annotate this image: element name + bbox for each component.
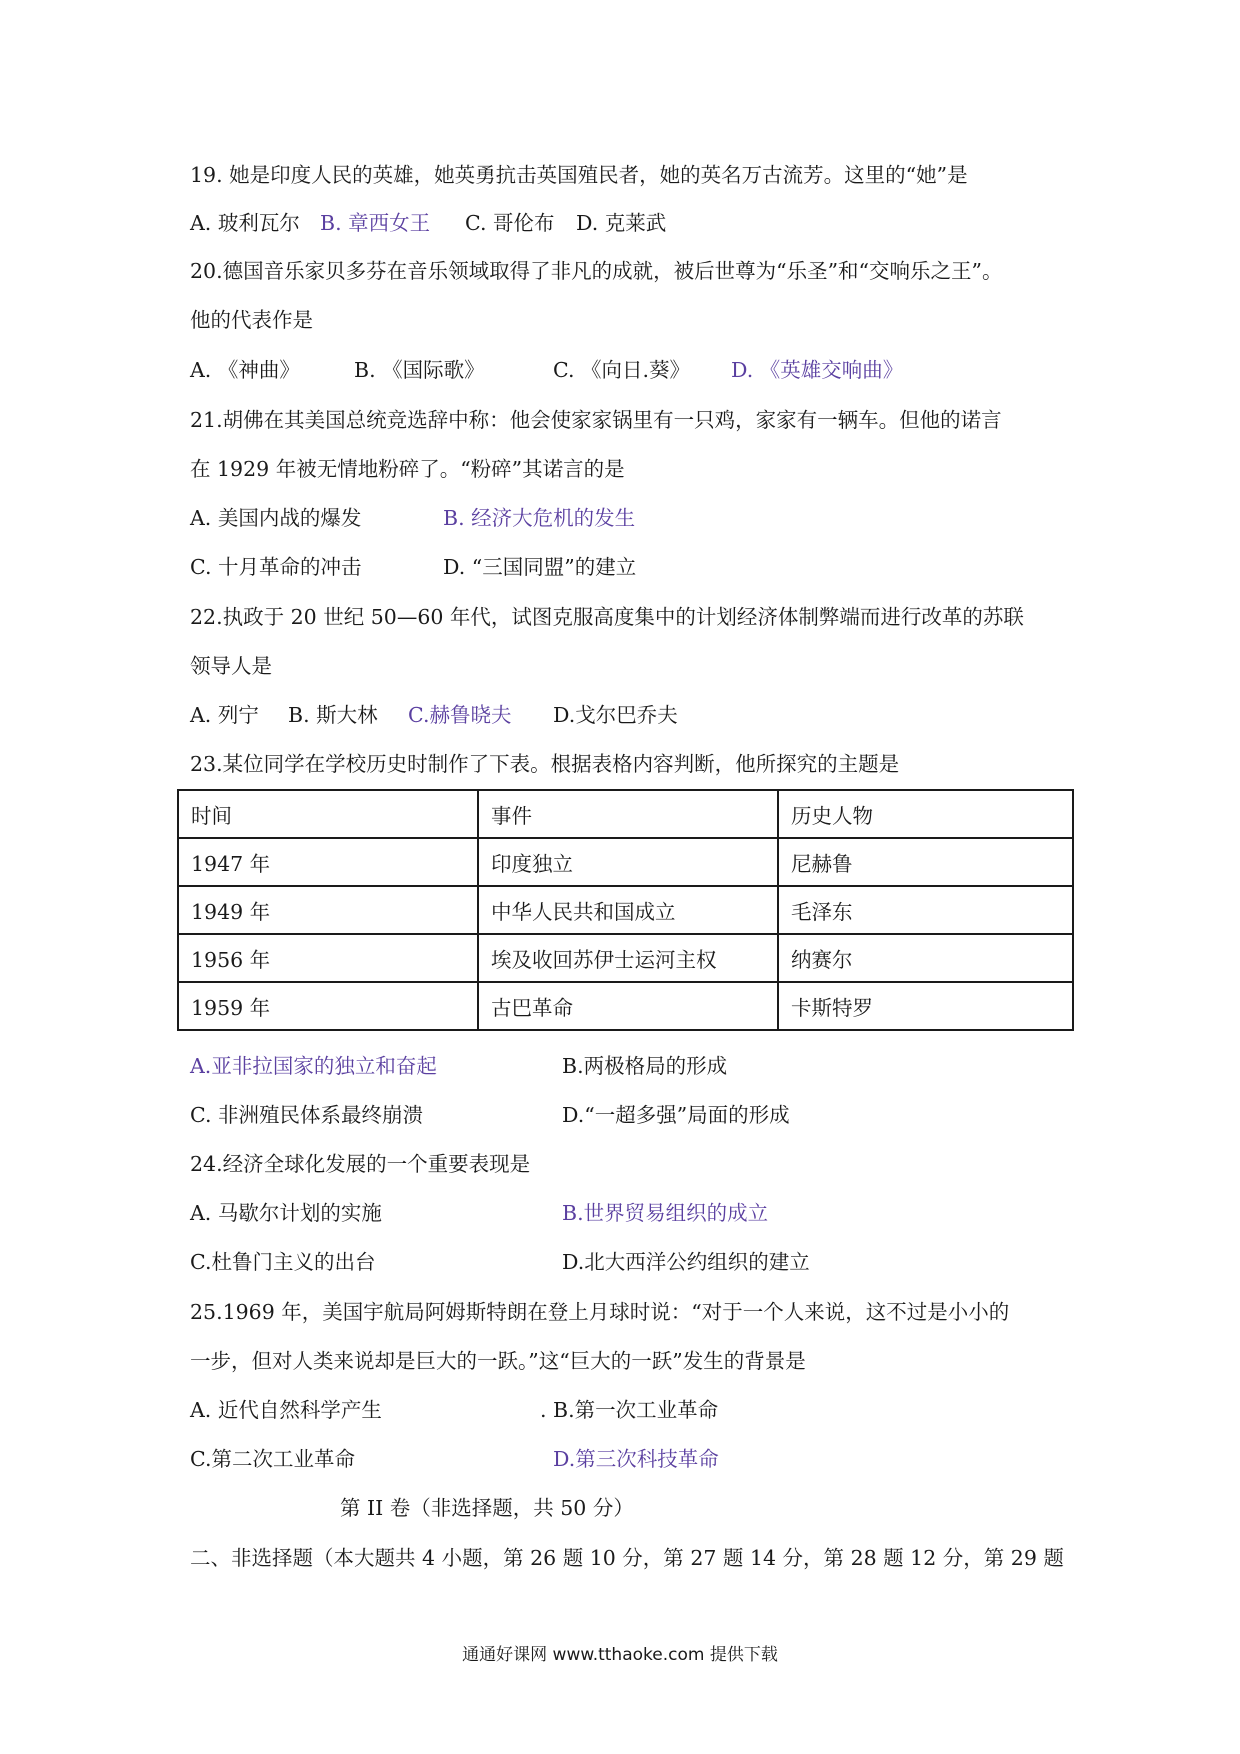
q25-option-c: C.第二次工业革命	[190, 1447, 355, 1471]
q21-option-a: A. 美国内战的爆发	[190, 506, 362, 530]
q20-option-b: B. 《国际歌》	[354, 358, 485, 382]
table-header-row	[178, 790, 1073, 838]
q20-option-a: A. 《神曲》	[190, 358, 300, 382]
table-cell: 中华人民共和国成立	[478, 886, 778, 934]
q25-stem-line2: 一步，但对人类来说却是巨大的一跃。”这“巨大的一跃”发生的背景是	[190, 1349, 806, 1373]
q22-stem-line1: 22.执政于 20 世纪 50—60 年代，试图克服高度集中的计划经济体制弊端而进行改革的苏联	[190, 605, 1024, 629]
table-cell: 1949 年	[178, 886, 478, 934]
q25-stem-line1: 25.1969 年，美国宇航局阿姆斯特朗在登上月球时说：“对于一个人来说，这不过是小小的	[190, 1300, 1010, 1324]
table-cell: 1959 年	[178, 982, 478, 1030]
q19-option-b: B. 章西女王	[320, 211, 431, 235]
q19-option-d: D. 克莱武	[576, 211, 667, 235]
q25-option-b: . B.第一次工业革命	[540, 1398, 719, 1422]
table-cell: 印度独立	[478, 838, 778, 886]
q21-option-c: C. 十月革命的冲击	[190, 555, 362, 579]
table-header-cell: 时间	[178, 790, 478, 838]
q22-option-a: A. 列宁	[190, 703, 259, 727]
section2-title: 第 II 卷（非选择题，共 50 分）	[340, 1496, 634, 1520]
q19-option-c: C. 哥伦布	[465, 211, 555, 235]
q22-option-c: C.赫鲁晓夫	[408, 703, 512, 727]
q20-stem-line2: 他的代表作是	[190, 308, 313, 332]
q20-option-c: C. 《向日.葵》	[553, 358, 691, 382]
q23-option-a: A.亚非拉国家的独立和奋起	[190, 1054, 437, 1078]
q25-option-a: A. 近代自然科学产生	[190, 1398, 382, 1422]
table-cell: 1956 年	[178, 934, 478, 982]
table-cell: 尼赫鲁	[778, 838, 1073, 886]
q23-option-c: C. 非洲殖民体系最终崩溃	[190, 1103, 423, 1127]
q24-stem: 24.经济全球化发展的一个重要表现是	[190, 1152, 531, 1176]
q24-option-c: C.杜鲁门主义的出台	[190, 1250, 376, 1274]
page-footer: 通通好课网 www.tthaoke.com 提供下载	[462, 1645, 778, 1665]
table-row	[178, 838, 1073, 886]
q19-option-a: A. 玻利瓦尔	[190, 211, 300, 235]
q22-option-b: B. 斯大林	[288, 703, 378, 727]
table-cell: 毛泽东	[778, 886, 1073, 934]
table-row	[178, 934, 1073, 982]
table-row	[178, 982, 1073, 1030]
table-cell: 卡斯特罗	[778, 982, 1073, 1030]
q24-option-b: B.世界贸易组织的成立	[562, 1201, 769, 1225]
table-cell: 埃及收回苏伊士运河主权	[478, 934, 778, 982]
q23-option-d: D.“一超多强”局面的形成	[562, 1103, 790, 1127]
q20-option-d: D. 《英雄交响曲》	[731, 358, 904, 382]
q21-stem-line2: 在 1929 年被无情地粉碎了。“粉碎”其诺言的是	[190, 457, 625, 481]
q21-option-d: D. “三国同盟”的建立	[443, 555, 637, 579]
table-cell: 1947 年	[178, 838, 478, 886]
q21-stem-line1: 21.胡佛在其美国总统竞选辞中称：他会使家家锅里有一只鸡，家家有一辆车。但他的诺言	[190, 408, 1002, 432]
table-cell: 古巴革命	[478, 982, 778, 1030]
q23-option-b: B.两极格局的形成	[562, 1054, 728, 1078]
q22-option-d: D.戈尔巴乔夫	[553, 703, 678, 727]
table-cell: 纳赛尔	[778, 934, 1073, 982]
q25-option-d: D.第三次科技革命	[553, 1447, 719, 1471]
table-row	[178, 886, 1073, 934]
q23-stem: 23.某位同学在学校历史时制作了下表。根据表格内容判断，他所探究的主题是	[190, 752, 900, 776]
q21-option-b: B. 经济大危机的发生	[443, 506, 636, 530]
table-header-cell: 历史人物	[778, 790, 1073, 838]
q23-table	[177, 789, 1074, 1031]
q20-stem-line1: 20.德国音乐家贝多芬在音乐领域取得了非凡的成就，被后世尊为“乐圣”和“交响乐之王”。	[190, 259, 1003, 283]
q24-option-a: A. 马歇尔计划的实施	[190, 1201, 382, 1225]
q19-stem: 19. 她是印度人民的英雄，她英勇抗击英国殖民者，她的英名万古流芳。这里的“她”是	[190, 163, 968, 187]
table-header-cell: 事件	[478, 790, 778, 838]
q22-stem-line2: 领导人是	[190, 654, 272, 678]
section2-intro: 二、非选择题（本大题共 4 小题，第 26 题 10 分，第 27 题 14 分，第 28 题 12 分，第 29 题	[190, 1546, 1064, 1570]
q24-option-d: D.北大西洋公约组织的建立	[562, 1250, 810, 1274]
